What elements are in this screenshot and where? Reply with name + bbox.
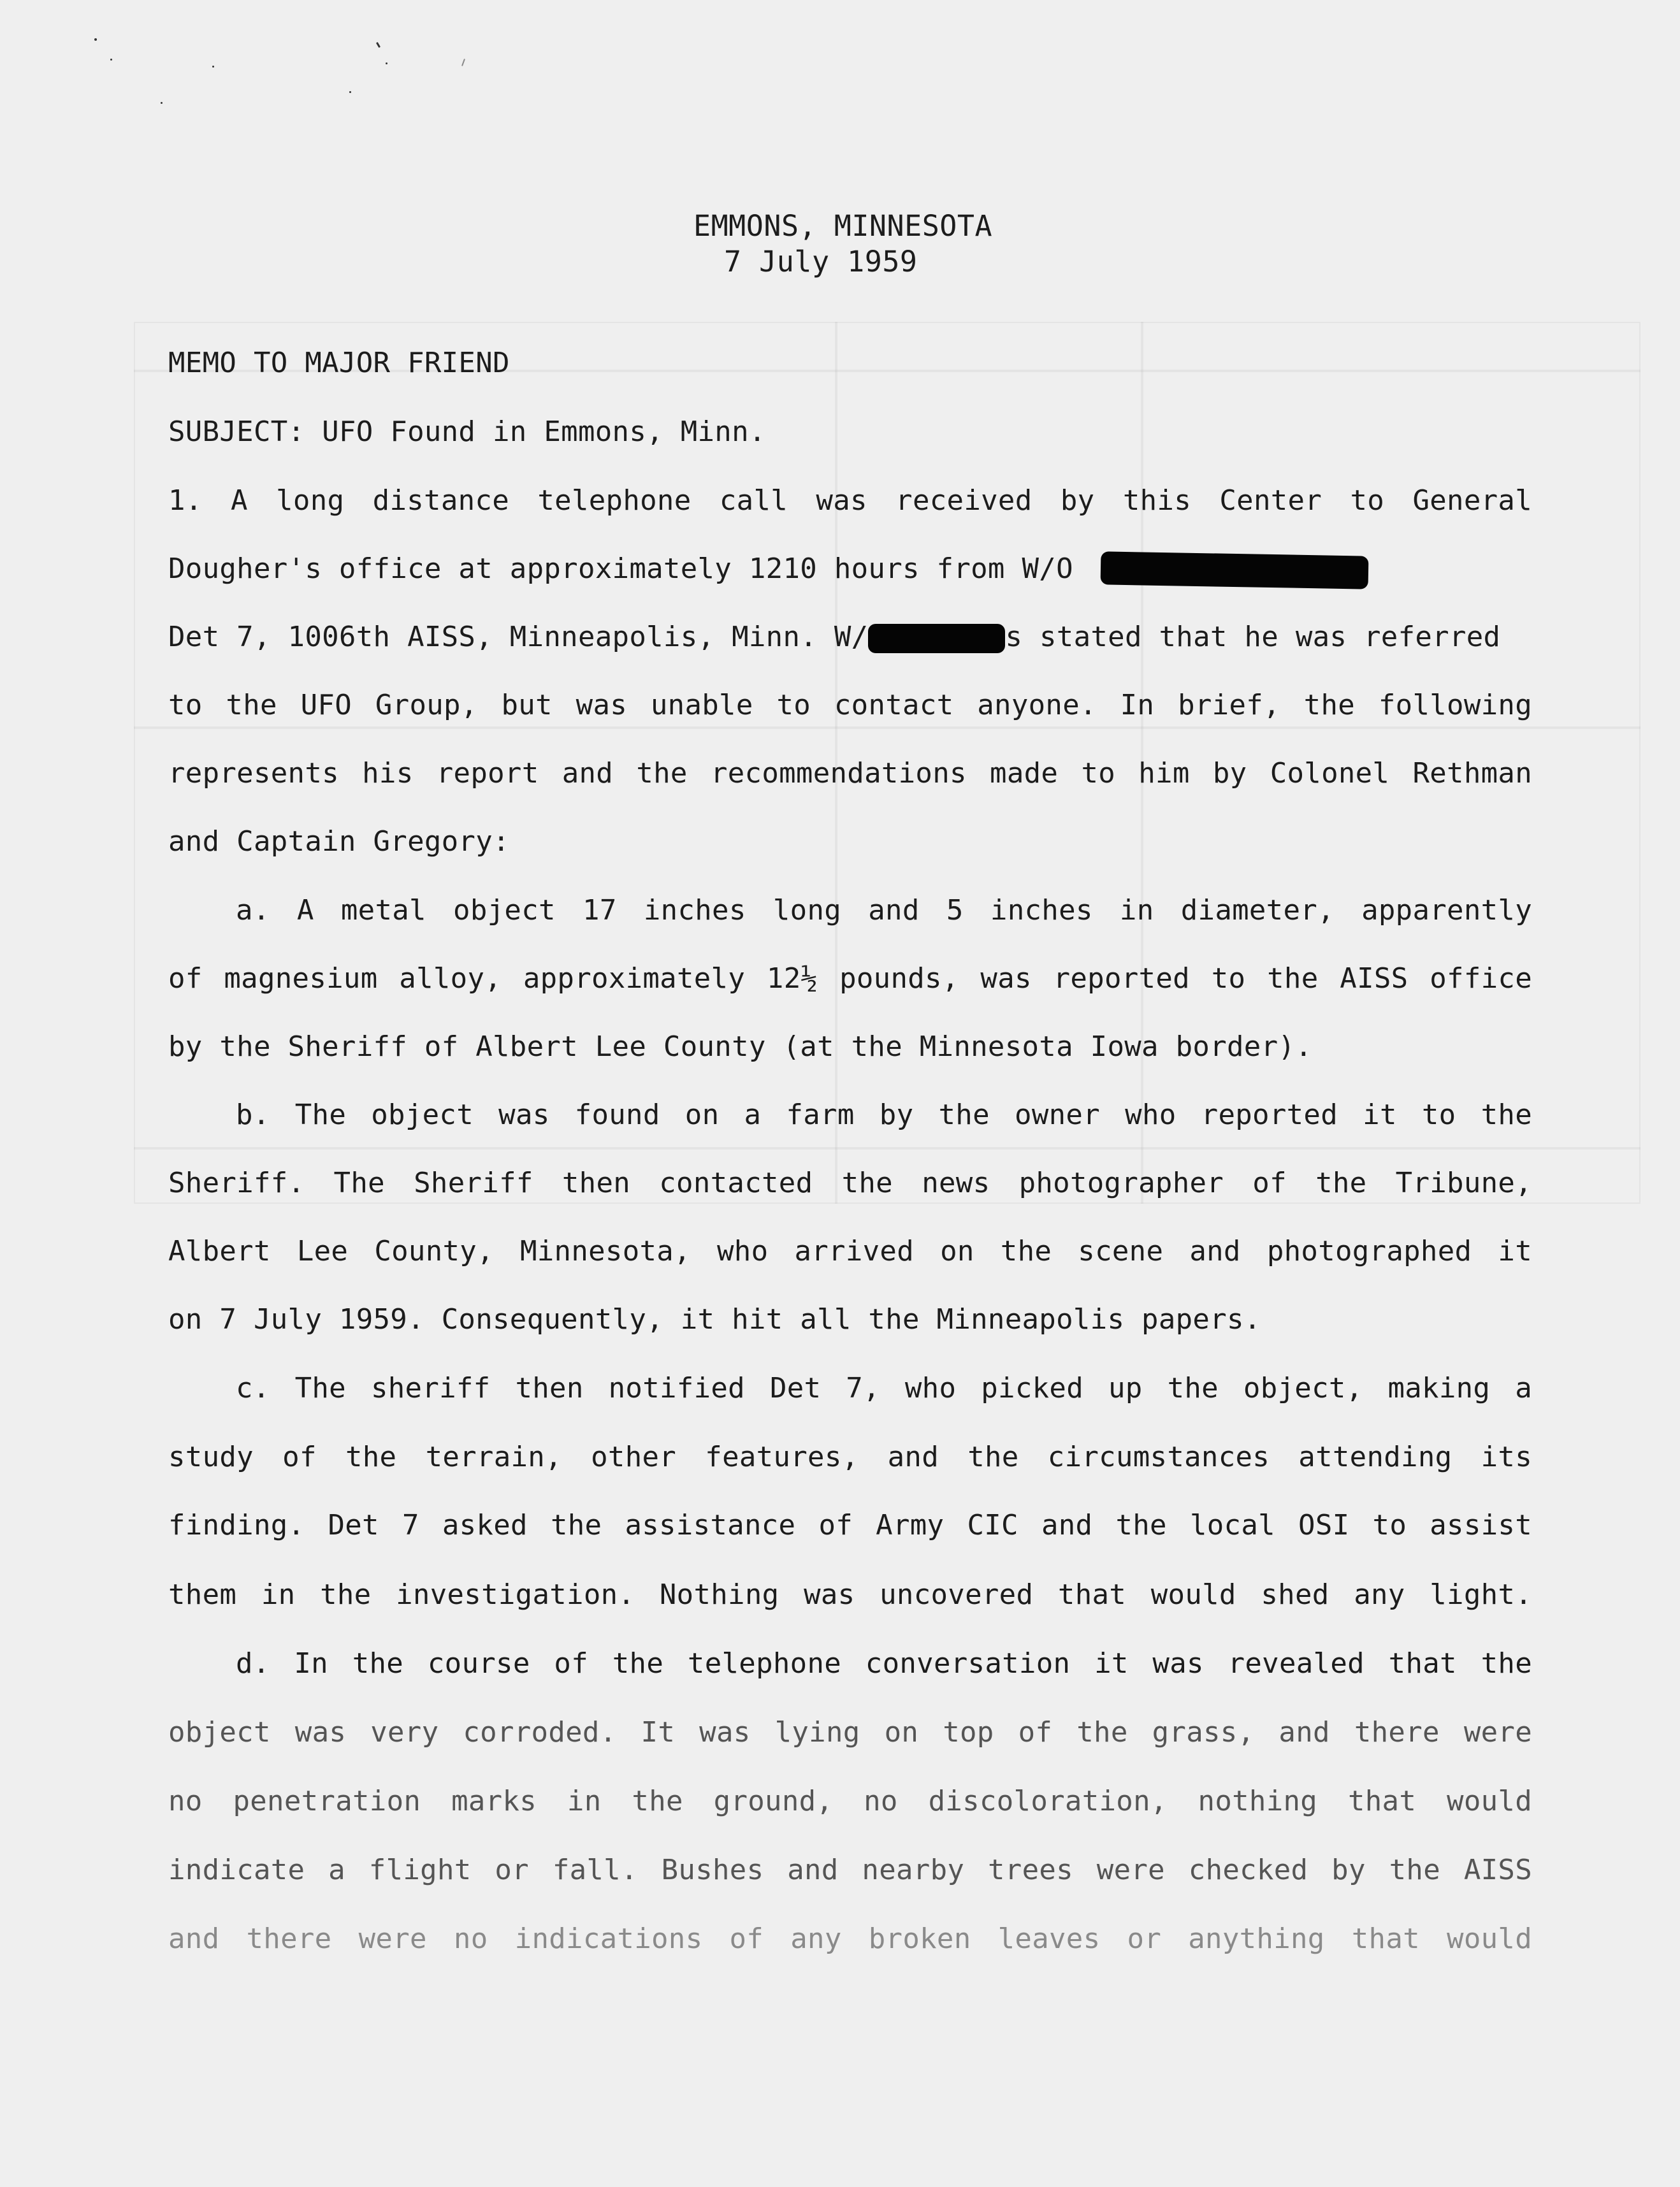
body-line-text: Det 7, 1006th AISS, Minneapolis, Minn. W/ xyxy=(168,621,869,653)
dust-speck xyxy=(386,62,387,64)
body-line: study of the terrain, other features, and the circumstances attending its xyxy=(168,1441,1532,1473)
body-line: by the Sheriff of Albert Lee County (at the Minnesota Iowa border). xyxy=(168,1030,1312,1063)
redaction-mark xyxy=(868,624,1005,653)
dust-speck xyxy=(94,38,97,41)
body-line-text: Dougher's office at approximately 1210 hours from W/O xyxy=(168,552,1073,585)
dust-speck xyxy=(161,102,163,104)
paragraph-d-line: d. In the course of the telephone conversation it was revealed that the xyxy=(236,1647,1532,1680)
body-line: no penetration marks in the ground, no discoloration, nothing that would xyxy=(168,1785,1532,1817)
dust-speck xyxy=(376,42,380,48)
bleed-through-rule xyxy=(134,726,1640,729)
memo-recipient: MEMO TO MAJOR FRIEND xyxy=(168,347,510,379)
dust-speck xyxy=(212,66,214,68)
redaction-mark xyxy=(1100,551,1368,589)
dust-speck xyxy=(110,59,112,61)
body-line-text: s stated that he was referred xyxy=(1005,621,1501,653)
body-line: Sheriff. The Sheriff then contacted the news photographer of the Tribune, xyxy=(168,1167,1532,1199)
body-line: represents his report and the recommendations made to him by Colonel Rethman xyxy=(168,757,1532,790)
body-line: to the UFO Group, but was unable to contact anyone. In brief, the following xyxy=(168,689,1532,721)
body-line: on 7 July 1959. Consequently, it hit all the Minneapolis papers. xyxy=(168,1303,1261,1336)
body-line: of magnesium alloy, approximately 12½ pounds, was reported to the AISS office xyxy=(168,962,1532,995)
paragraph-b-line: b. The object was found on a farm by the owner who reported it to the xyxy=(236,1099,1532,1131)
header-date: 7 July 1959 xyxy=(724,245,918,278)
body-line-with-redaction xyxy=(168,621,1532,653)
body-line: and Captain Gregory: xyxy=(168,825,510,858)
bleed-through-rule xyxy=(134,1147,1640,1150)
body-line: finding. Det 7 asked the assistance of Army CIC and the local OSI to assist xyxy=(168,1509,1532,1541)
body-line-with-redaction xyxy=(168,552,1532,587)
body-line: and there were no indications of any broken leaves or anything that would xyxy=(168,1923,1532,1955)
memo-subject: SUBJECT: UFO Found in Emmons, Minn. xyxy=(168,415,766,448)
paragraph-a-line: a. A metal object 17 inches long and 5 inches in diameter, apparently xyxy=(236,894,1532,927)
body-line: them in the investigation. Nothing was uncovered that would shed any light. xyxy=(168,1578,1532,1611)
body-line: 1. A long distance telephone call was received by this Center to General xyxy=(168,484,1532,517)
header-place: EMMONS, MINNESOTA xyxy=(693,209,993,243)
dust-speck xyxy=(461,59,465,66)
body-line: Albert Lee County, Minnesota, who arrived on the scene and photographed it xyxy=(168,1235,1532,1267)
paragraph-c-line: c. The sheriff then notified Det 7, who picked up the object, making a xyxy=(236,1372,1532,1404)
body-line: object was very corroded. It was lying on top of the grass, and there were xyxy=(168,1716,1532,1749)
body-line: indicate a flight or fall. Bushes and nearby trees were checked by the AISS xyxy=(168,1854,1532,1886)
dust-speck xyxy=(349,91,351,93)
